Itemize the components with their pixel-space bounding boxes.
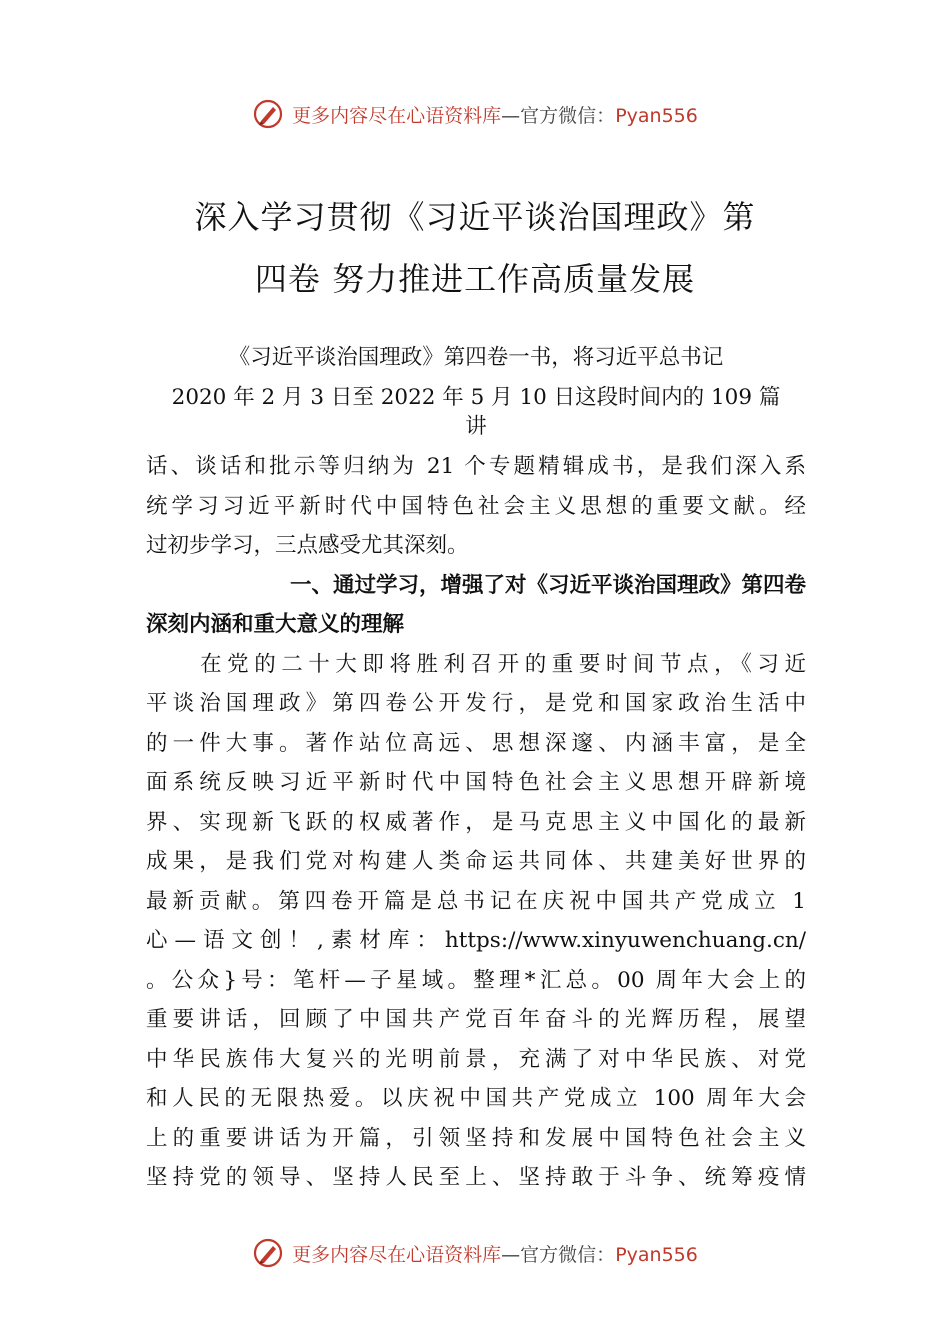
document-title [0,186,950,310]
paragraph-line: 面系统反映习近平新时代中国特色社会主义思想开辟新境 [146,770,806,795]
intro-line-3: 讲 [465,414,487,439]
section-heading-1: 一、通过学习，增强了对《习近平谈治国理政》第四卷 深刻内涵和重大意义的理解 [146,572,806,637]
intro-rest-line: 过初步学习，三点感受尤其深刻。 [146,533,469,558]
paragraph-line: 上的重要讲话为开篇，引领坚持和发展中国特色社会主义 [146,1125,806,1151]
paragraph-line: 成果，是我们党对构建人类命运共同体、共建美好世界的 [146,849,806,874]
paragraph-1 [146,645,806,1198]
paragraph-line: 平谈治国理政》第四卷公开发行，是党和国家政治生活中 [146,691,806,716]
banner-wechat-label: —官方微信：Pyan556 [501,104,698,127]
intro-rest-line: 话、谈话和批示等归纳为 21 个专题精辑成书，是我们深入系 [146,454,806,479]
paragraph-line: 重要讲话，回顾了中国共产党百年奋斗的光辉历程，展望 [146,1007,806,1032]
intro-paragraph [146,447,806,566]
paragraph-line: 。公众}号：笔杆—子星域。整理*汇总。00 周年大会上的 [146,967,806,993]
intro-line-1: 《习近平谈治国理政》第四卷一书，将习近平总书记 [228,345,724,370]
banner-text: 更多内容尽在心语资料库 [292,1243,502,1266]
title-line-1: 深入学习贯彻《习近平谈治国理政》第 [194,198,756,236]
intro-rest-line: 统学习习近平新时代中国特色社会主义思想的重要文献。经 [146,493,806,519]
pen-logo-icon [252,98,284,130]
document-body [146,342,806,1198]
paragraph-line: 的一件大事。著作站位高远、思想深邃、内涵丰富，是全 [146,730,806,756]
banner-wechat-id: Pyan556 [615,1243,698,1266]
header-banner [0,94,950,134]
paragraph-line: 在党的二十大即将胜利召开的重要时间节点，《习近 [146,651,806,677]
paragraph-line: 坚持党的领导、坚持人民至上、坚持敢于斗争、统筹疫情 [146,1165,806,1190]
pen-logo-icon [252,1237,284,1269]
title-line-2: 四卷 努力推进工作高质量发展 [254,260,696,298]
paragraph-line: 和人民的无限热爱。以庆祝中国共产党成立 100 周年大会 [146,1086,806,1111]
banner-wechat-label: —官方微信：Pyan556 [501,1243,698,1266]
banner-text: 更多内容尽在心语资料库 [292,104,502,127]
paragraph-line: 界、实现新飞跃的权威著作，是马克思主义中国化的最新 [146,809,806,835]
footer-banner [0,1233,950,1273]
paragraph-line: 心—语文创！,素材库：https://www.xinyuwenchuang.cn/ [146,928,806,953]
paragraph-line: 中华民族伟大复兴的光明前景，充满了对中华民族、对党 [146,1046,806,1072]
paragraph-line: 最新贡献。第四卷开篇是总书记在庆祝中国共产党成立 1 [146,888,806,914]
intro-line-2: 2020 年 2 月 3 日至 2022 年 5 月 10 日这段时间内的 109 篇 [171,385,781,410]
banner-wechat-id: Pyan556 [615,104,698,127]
